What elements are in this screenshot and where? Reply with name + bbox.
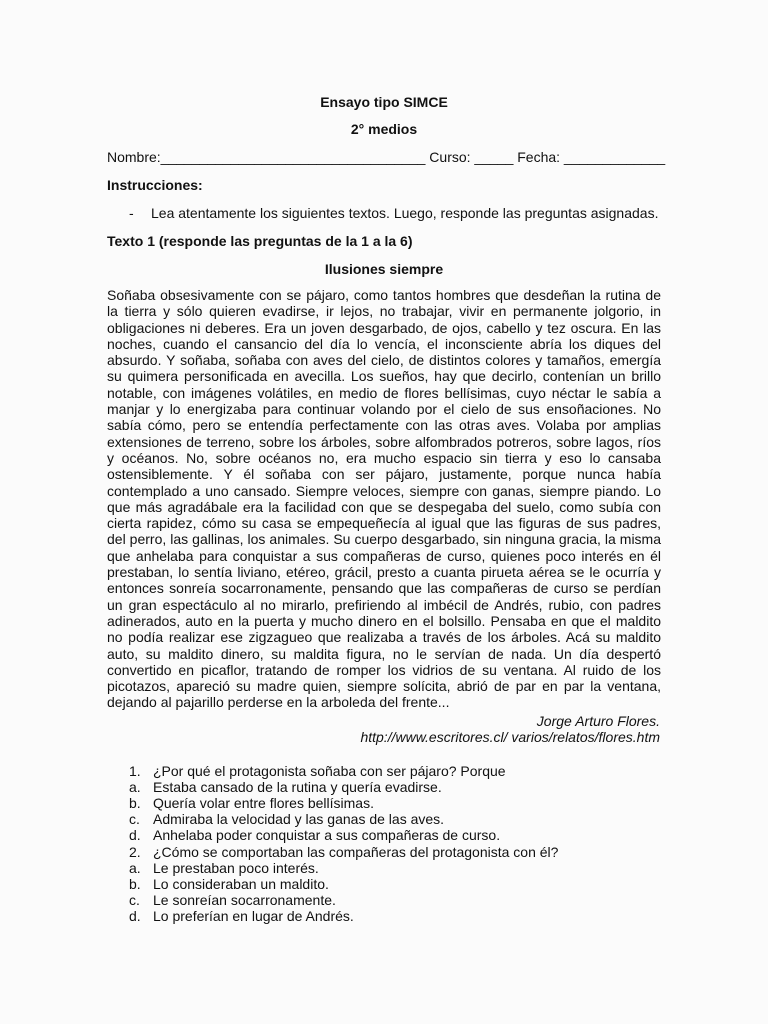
option-marker: c. bbox=[129, 811, 140, 827]
question-text: ¿Cómo se comportaban las compañeras del protagonista con él? bbox=[153, 844, 559, 860]
option-marker: d. bbox=[129, 908, 141, 924]
option-marker: c. bbox=[129, 892, 140, 908]
option-text: Anhelaba poder conquistar a sus compañeras de curso. bbox=[153, 827, 501, 843]
option-text: Lo consideraban un maldito. bbox=[153, 876, 329, 892]
option-text: Estaba cansado de la rutina y quería evadirse. bbox=[153, 779, 442, 795]
option-marker: d. bbox=[129, 827, 141, 843]
question-text: ¿Por qué el protagonista soñaba con ser pájaro? Porque bbox=[153, 763, 506, 779]
grade-level: 2° medios bbox=[350, 121, 418, 137]
instructions-text: Lea atentamente los siguientes textos. Luego, responde las preguntas asignadas. bbox=[151, 205, 659, 221]
instructions-bullet: - bbox=[129, 205, 134, 221]
text1-source: http://www.escritores.cl/ varios/relatos/flores.htm bbox=[360, 729, 660, 745]
question-marker: 1. bbox=[129, 763, 141, 779]
instructions-heading: Instrucciones: bbox=[107, 177, 203, 193]
option-marker: b. bbox=[129, 876, 141, 892]
text1-author: Jorge Arturo Flores. bbox=[536, 713, 660, 729]
option-marker: a. bbox=[129, 860, 141, 876]
option-text: Le prestaban poco interés. bbox=[153, 860, 319, 876]
question-marker: 2. bbox=[129, 844, 141, 860]
document-title: Ensayo tipo SIMCE bbox=[320, 94, 448, 110]
student-info-line: Nombre:__________________________________ Curso: _____ Fecha: _____________ bbox=[107, 149, 666, 165]
option-text: Admiraba la velocidad y las ganas de las aves. bbox=[153, 811, 445, 827]
option-marker: a. bbox=[129, 779, 141, 795]
text1-body: Soñaba obsesivamente con se pájaro, como tantos hombres que desdeñan la rutina de la tierra y sólo quieren evadirse, ir lejos, no trabajar, vivir en permanente jolgorio, in obligaciones ni deberes. Era un joven desgarbado, de ojos, cabello y tez oscura. En las noches, cuando el cansancio del día lo vencía, el inconsciente abría los diques del absurdo. Y soñaba, soñaba con aves del cielo, de distintos colores y tamaños, emergía su quimera personificada en avecilla. Los sueños, hay que decirlo, contenían un brillo notable, con imágenes volátiles, en medio de flores bellísimas, cuyo néctar le sabía a manjar y lo energizaba para continuar volando por el cielo de sus ensoñaciones. No sabía cómo, pero se entendía perfectamente con las otras aves. Volaba por amplias extensiones de terreno, sobre los árboles, sobre alfombrados potreros, sobre lagos, ríos y océanos. No, sobre océanos no, era mucho espacio sin tierra y eso lo cansaba ostensiblemente. Y él soñaba con ser pájaro, justamente, porque nunca había contemplado a uno cansado. Siempre veloces, siempre con ganas, siempre piando. Lo que más agradábale era la facilidad con que se despegaba del suelo, como subía con cierta rapidez, cómo su casa se empequeñecía al igual que las figuras de sus padres, del perro, las gallinas, los animales. Su cuerpo desgarbado, sin ninguna gracia, la misma que anhelaba para conquistar a sus compañeras de curso, quienes poco interés en él prestaban, lo sentía liviano, etéreo, grácil, presto a cuanta pirueta aérea se le ocurría y entonces sonreía socarronamente, pensando que las compañeras de curso se perdían un gran espectáculo al no mirarlo, prefiriendo al imbécil de Andrés, rubio, con padres adinerados, auto en la puerta y mucho dinero en el bolsillo. Pensaba en que el maldito no podía realizar ese zigzagueo que realizaba a través de los árboles. Acá su maldito auto, su maldito dinero, su maldita figura, no le servían de nada. Un día despertó convertido en picaflor, tratando de romper los vidrios de su ventana. Al ruido de los picotazos, apareció su madre quien, siempre solícita, abrió de par en par la ventana, dejando al pajarillo perderse en la arboleda del frente... bbox=[107, 287, 661, 711]
text1-heading: Texto 1 (responde las preguntas de la 1 a la 6) bbox=[107, 233, 413, 249]
option-text: Le sonreían socarronamente. bbox=[153, 892, 336, 908]
option-text: Lo preferían en lugar de Andrés. bbox=[153, 908, 354, 924]
option-text: Quería volar entre flores bellísimas. bbox=[153, 795, 374, 811]
option-marker: b. bbox=[129, 795, 141, 811]
text1-title: Ilusiones siempre bbox=[324, 261, 444, 277]
